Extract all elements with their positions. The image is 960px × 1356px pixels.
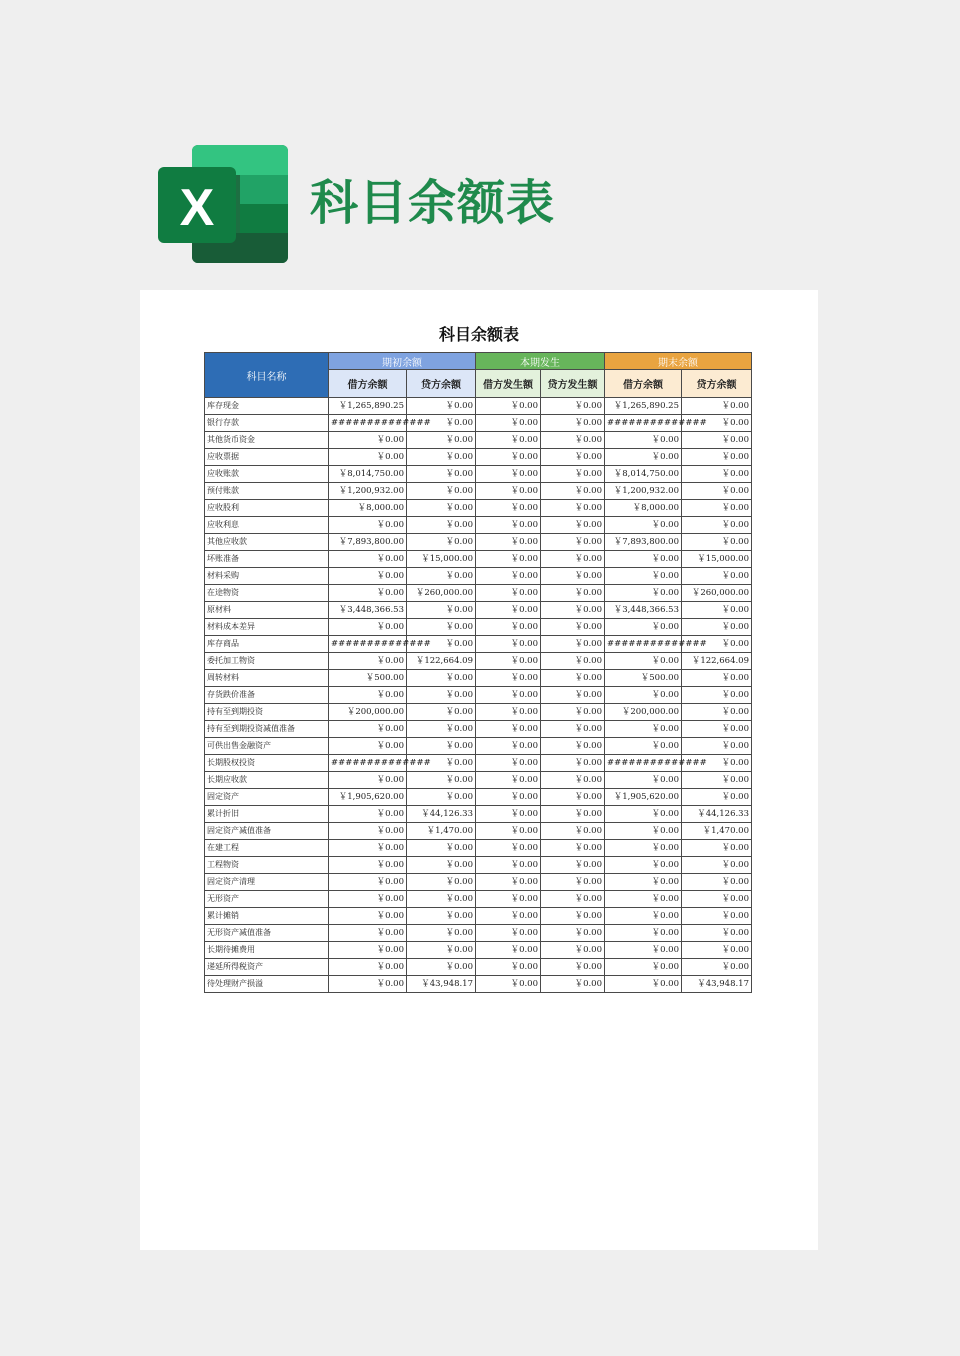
closing-debit-cell: ￥1,200,932.00 — [605, 483, 682, 500]
period-credit-cell: ￥0.00 — [541, 942, 605, 959]
closing-credit-cell: ￥0.00 — [682, 517, 752, 534]
period-debit-cell: ￥0.00 — [476, 721, 541, 738]
closing-credit-cell: ￥0.00 — [682, 432, 752, 449]
opening-credit-cell: ￥0.00 — [407, 466, 476, 483]
opening-debit-cell: ############## — [329, 636, 407, 653]
closing-debit-cell: ￥0.00 — [605, 840, 682, 857]
account-name-cell: 无形资产减值准备 — [205, 925, 329, 942]
table-row — [205, 976, 752, 993]
opening-credit-cell: ￥0.00 — [407, 942, 476, 959]
period-credit-cell: ￥0.00 — [541, 636, 605, 653]
period-debit-cell: ￥0.00 — [476, 908, 541, 925]
opening-debit-cell: ￥0.00 — [329, 959, 407, 976]
period-credit-cell: ￥0.00 — [541, 415, 605, 432]
period-credit-cell: ￥0.00 — [541, 772, 605, 789]
excel-logo-letter: X — [179, 179, 215, 237]
account-name-cell: 应收利息 — [205, 517, 329, 534]
table-row — [205, 755, 752, 772]
opening-credit-cell: ￥0.00 — [407, 602, 476, 619]
closing-credit-cell: ￥0.00 — [682, 755, 752, 772]
period-debit-cell: ￥0.00 — [476, 653, 541, 670]
table-row — [205, 568, 752, 585]
period-debit-cell: ￥0.00 — [476, 857, 541, 874]
period-credit-cell: ￥0.00 — [541, 534, 605, 551]
opening-debit-cell: ￥0.00 — [329, 568, 407, 585]
opening-debit-cell: ￥0.00 — [329, 772, 407, 789]
opening-debit-cell: ￥0.00 — [329, 857, 407, 874]
opening-debit-cell: ￥0.00 — [329, 517, 407, 534]
closing-debit-cell: ￥8,014,750.00 — [605, 466, 682, 483]
period-debit-cell: ￥0.00 — [476, 585, 541, 602]
closing-credit-cell: ￥0.00 — [682, 925, 752, 942]
account-name-cell: 材料成本差异 — [205, 619, 329, 636]
period-debit-cell: ￥0.00 — [476, 466, 541, 483]
period-debit-cell: ￥0.00 — [476, 704, 541, 721]
account-name-cell: 存货跌价准备 — [205, 687, 329, 704]
opening-debit-cell: ￥8,014,750.00 — [329, 466, 407, 483]
account-name-cell: 无形资产 — [205, 891, 329, 908]
opening-credit-cell: ￥0.00 — [407, 619, 476, 636]
opening-credit-cell: ￥0.00 — [407, 517, 476, 534]
table-row — [205, 908, 752, 925]
header-opening-debit: 借方余额 — [329, 370, 407, 398]
period-debit-cell: ￥0.00 — [476, 687, 541, 704]
header-opening-credit: 贷方余额 — [407, 370, 476, 398]
account-name-cell: 长期待摊费用 — [205, 942, 329, 959]
period-debit-cell: ￥0.00 — [476, 959, 541, 976]
closing-debit-cell: ￥0.00 — [605, 823, 682, 840]
excel-logo-icon — [158, 145, 290, 263]
opening-credit-cell: ￥122,664.09 — [407, 653, 476, 670]
table-row — [205, 415, 752, 432]
closing-debit-cell: ￥0.00 — [605, 772, 682, 789]
opening-credit-cell: ￥0.00 — [407, 755, 476, 772]
opening-credit-cell: ￥0.00 — [407, 959, 476, 976]
period-debit-cell: ￥0.00 — [476, 602, 541, 619]
opening-credit-cell: ￥44,126.33 — [407, 806, 476, 823]
opening-credit-cell: ￥0.00 — [407, 840, 476, 857]
opening-debit-cell: ￥0.00 — [329, 976, 407, 993]
header-group-closing: 期末余额 — [605, 353, 752, 370]
period-debit-cell: ￥0.00 — [476, 874, 541, 891]
table-row — [205, 534, 752, 551]
opening-credit-cell: ￥0.00 — [407, 704, 476, 721]
closing-credit-cell: ￥0.00 — [682, 942, 752, 959]
table-row — [205, 721, 752, 738]
header-group-opening: 期初余额 — [329, 353, 476, 370]
opening-debit-cell: ￥0.00 — [329, 585, 407, 602]
opening-credit-cell: ￥0.00 — [407, 534, 476, 551]
closing-debit-cell: ￥1,905,620.00 — [605, 789, 682, 806]
opening-credit-cell: ￥0.00 — [407, 721, 476, 738]
period-credit-cell: ￥0.00 — [541, 840, 605, 857]
table-row — [205, 959, 752, 976]
opening-debit-cell: ￥0.00 — [329, 738, 407, 755]
account-name-cell: 预付账款 — [205, 483, 329, 500]
closing-credit-cell: ￥0.00 — [682, 891, 752, 908]
account-name-cell: 固定资产 — [205, 789, 329, 806]
period-debit-cell: ￥0.00 — [476, 551, 541, 568]
closing-debit-cell: ￥0.00 — [605, 653, 682, 670]
period-debit-cell: ￥0.00 — [476, 619, 541, 636]
closing-debit-cell: ￥0.00 — [605, 857, 682, 874]
header-period-credit: 贷方发生额 — [541, 370, 605, 398]
table-row — [205, 806, 752, 823]
opening-credit-cell: ￥0.00 — [407, 772, 476, 789]
closing-credit-cell: ￥0.00 — [682, 704, 752, 721]
period-debit-cell: ￥0.00 — [476, 415, 541, 432]
account-name-cell: 原材料 — [205, 602, 329, 619]
closing-credit-cell: ￥0.00 — [682, 415, 752, 432]
opening-credit-cell: ￥0.00 — [407, 670, 476, 687]
table-row — [205, 619, 752, 636]
table-row — [205, 942, 752, 959]
balance-table — [204, 352, 752, 993]
opening-debit-cell: ￥0.00 — [329, 449, 407, 466]
opening-credit-cell: ￥0.00 — [407, 483, 476, 500]
period-credit-cell: ￥0.00 — [541, 755, 605, 772]
account-name-cell: 银行存款 — [205, 415, 329, 432]
account-name-cell: 在建工程 — [205, 840, 329, 857]
table-row — [205, 517, 752, 534]
period-debit-cell: ￥0.00 — [476, 891, 541, 908]
opening-credit-cell: ￥0.00 — [407, 908, 476, 925]
period-debit-cell: ￥0.00 — [476, 534, 541, 551]
period-debit-cell: ￥0.00 — [476, 568, 541, 585]
period-debit-cell: ￥0.00 — [476, 449, 541, 466]
period-debit-cell: ￥0.00 — [476, 517, 541, 534]
closing-credit-cell: ￥0.00 — [682, 534, 752, 551]
closing-debit-cell: ￥0.00 — [605, 908, 682, 925]
closing-credit-cell: ￥0.00 — [682, 908, 752, 925]
closing-credit-cell: ￥0.00 — [682, 500, 752, 517]
opening-credit-cell: ￥1,470.00 — [407, 823, 476, 840]
opening-credit-cell: ￥0.00 — [407, 500, 476, 517]
closing-debit-cell: ￥0.00 — [605, 874, 682, 891]
table-row — [205, 823, 752, 840]
period-credit-cell: ￥0.00 — [541, 449, 605, 466]
period-credit-cell: ￥0.00 — [541, 653, 605, 670]
account-name-cell: 坏账准备 — [205, 551, 329, 568]
account-name-cell: 长期股权投资 — [205, 755, 329, 772]
closing-debit-cell: ############## — [605, 636, 682, 653]
account-name-cell: 库存商品 — [205, 636, 329, 653]
opening-debit-cell: ￥0.00 — [329, 908, 407, 925]
period-debit-cell: ￥0.00 — [476, 755, 541, 772]
closing-credit-cell: ￥0.00 — [682, 670, 752, 687]
period-debit-cell: ￥0.00 — [476, 432, 541, 449]
closing-debit-cell: ############## — [605, 755, 682, 772]
closing-credit-cell: ￥0.00 — [682, 959, 752, 976]
closing-credit-cell: ￥0.00 — [682, 602, 752, 619]
table-row — [205, 670, 752, 687]
opening-debit-cell: ￥0.00 — [329, 823, 407, 840]
closing-credit-cell: ￥0.00 — [682, 738, 752, 755]
closing-debit-cell: ￥0.00 — [605, 449, 682, 466]
period-credit-cell: ￥0.00 — [541, 721, 605, 738]
opening-credit-cell: ￥0.00 — [407, 891, 476, 908]
opening-debit-cell: ￥0.00 — [329, 721, 407, 738]
closing-credit-cell: ￥44,126.33 — [682, 806, 752, 823]
opening-debit-cell: ￥0.00 — [329, 874, 407, 891]
period-credit-cell: ￥0.00 — [541, 670, 605, 687]
table-row — [205, 636, 752, 653]
account-name-cell: 库存现金 — [205, 398, 329, 415]
account-name-cell: 其他应收款 — [205, 534, 329, 551]
table-row — [205, 857, 752, 874]
closing-credit-cell: ￥122,664.09 — [682, 653, 752, 670]
period-credit-cell: ￥0.00 — [541, 568, 605, 585]
closing-credit-cell: ￥0.00 — [682, 568, 752, 585]
opening-credit-cell: ￥0.00 — [407, 398, 476, 415]
account-name-cell: 委托加工物资 — [205, 653, 329, 670]
opening-credit-cell: ￥0.00 — [407, 687, 476, 704]
opening-debit-cell: ￥200,000.00 — [329, 704, 407, 721]
header-account-name: 科目名称 — [205, 353, 329, 398]
opening-credit-cell: ￥15,000.00 — [407, 551, 476, 568]
account-name-cell: 待处理财产损溢 — [205, 976, 329, 993]
opening-debit-cell: ￥0.00 — [329, 619, 407, 636]
opening-debit-cell: ￥500.00 — [329, 670, 407, 687]
account-name-cell: 在途物资 — [205, 585, 329, 602]
closing-debit-cell: ￥0.00 — [605, 619, 682, 636]
account-name-cell: 材料采购 — [205, 568, 329, 585]
account-name-cell: 长期应收款 — [205, 772, 329, 789]
closing-debit-cell: ￥0.00 — [605, 925, 682, 942]
closing-debit-cell: ￥500.00 — [605, 670, 682, 687]
table-row — [205, 500, 752, 517]
opening-credit-cell: ￥0.00 — [407, 857, 476, 874]
account-name-cell: 周转材料 — [205, 670, 329, 687]
closing-debit-cell: ￥0.00 — [605, 891, 682, 908]
account-name-cell: 持有至到期投资减值准备 — [205, 721, 329, 738]
opening-credit-cell: ￥260,000.00 — [407, 585, 476, 602]
table-row — [205, 840, 752, 857]
closing-credit-cell: ￥260,000.00 — [682, 585, 752, 602]
period-credit-cell: ￥0.00 — [541, 925, 605, 942]
period-credit-cell: ￥0.00 — [541, 789, 605, 806]
opening-debit-cell: ￥0.00 — [329, 891, 407, 908]
closing-debit-cell: ￥1,265,890.25 — [605, 398, 682, 415]
account-name-cell: 递延所得税资产 — [205, 959, 329, 976]
opening-credit-cell: ￥43,948.17 — [407, 976, 476, 993]
closing-credit-cell: ￥0.00 — [682, 857, 752, 874]
period-debit-cell: ￥0.00 — [476, 976, 541, 993]
closing-debit-cell: ￥3,448,366.53 — [605, 602, 682, 619]
opening-debit-cell: ￥0.00 — [329, 687, 407, 704]
period-credit-cell: ￥0.00 — [541, 857, 605, 874]
table-row — [205, 449, 752, 466]
period-credit-cell: ￥0.00 — [541, 908, 605, 925]
period-credit-cell: ￥0.00 — [541, 976, 605, 993]
table-row — [205, 789, 752, 806]
closing-debit-cell: ￥200,000.00 — [605, 704, 682, 721]
period-credit-cell: ￥0.00 — [541, 619, 605, 636]
closing-credit-cell: ￥0.00 — [682, 772, 752, 789]
closing-debit-cell: ￥0.00 — [605, 517, 682, 534]
period-credit-cell: ￥0.00 — [541, 959, 605, 976]
closing-credit-cell: ￥15,000.00 — [682, 551, 752, 568]
closing-credit-cell: ￥0.00 — [682, 466, 752, 483]
closing-debit-cell: ￥0.00 — [605, 432, 682, 449]
period-credit-cell: ￥0.00 — [541, 432, 605, 449]
opening-credit-cell: ￥0.00 — [407, 925, 476, 942]
table-row — [205, 483, 752, 500]
period-credit-cell: ￥0.00 — [541, 483, 605, 500]
opening-debit-cell: ￥1,200,932.00 — [329, 483, 407, 500]
opening-debit-cell: ￥0.00 — [329, 432, 407, 449]
period-debit-cell: ￥0.00 — [476, 942, 541, 959]
closing-debit-cell: ￥0.00 — [605, 738, 682, 755]
account-name-cell: 固定资产清理 — [205, 874, 329, 891]
table-row — [205, 687, 752, 704]
opening-credit-cell: ￥0.00 — [407, 432, 476, 449]
account-name-cell: 累计摊销 — [205, 908, 329, 925]
spreadsheet-sheet — [140, 290, 818, 1250]
header-closing-debit: 借方余额 — [605, 370, 682, 398]
period-credit-cell: ￥0.00 — [541, 806, 605, 823]
closing-debit-cell: ￥0.00 — [605, 959, 682, 976]
closing-credit-cell: ￥1,470.00 — [682, 823, 752, 840]
period-credit-cell: ￥0.00 — [541, 823, 605, 840]
table-row — [205, 398, 752, 415]
period-credit-cell: ￥0.00 — [541, 551, 605, 568]
table-row — [205, 772, 752, 789]
closing-credit-cell: ￥0.00 — [682, 840, 752, 857]
period-debit-cell: ￥0.00 — [476, 500, 541, 517]
header-group-period: 本期发生 — [476, 353, 605, 370]
table-row — [205, 738, 752, 755]
period-debit-cell: ￥0.00 — [476, 670, 541, 687]
table-row — [205, 891, 752, 908]
account-name-cell: 持有至到期投资 — [205, 704, 329, 721]
period-debit-cell: ￥0.00 — [476, 772, 541, 789]
closing-credit-cell: ￥43,948.17 — [682, 976, 752, 993]
opening-debit-cell: ￥0.00 — [329, 840, 407, 857]
opening-credit-cell: ￥0.00 — [407, 636, 476, 653]
closing-debit-cell: ￥0.00 — [605, 585, 682, 602]
closing-credit-cell: ￥0.00 — [682, 449, 752, 466]
opening-debit-cell: ￥3,448,366.53 — [329, 602, 407, 619]
closing-credit-cell: ￥0.00 — [682, 483, 752, 500]
closing-credit-cell: ￥0.00 — [682, 687, 752, 704]
opening-credit-cell: ￥0.00 — [407, 874, 476, 891]
period-debit-cell: ￥0.00 — [476, 398, 541, 415]
table-row — [205, 585, 752, 602]
account-name-cell: 固定资产减值准备 — [205, 823, 329, 840]
period-debit-cell: ￥0.00 — [476, 636, 541, 653]
period-debit-cell: ￥0.00 — [476, 823, 541, 840]
account-name-cell: 应收股利 — [205, 500, 329, 517]
table-row — [205, 551, 752, 568]
table-row — [205, 653, 752, 670]
period-credit-cell: ￥0.00 — [541, 738, 605, 755]
account-name-cell: 累计折旧 — [205, 806, 329, 823]
table-row — [205, 432, 752, 449]
closing-debit-cell: ￥0.00 — [605, 806, 682, 823]
period-credit-cell: ￥0.00 — [541, 466, 605, 483]
account-name-cell: 工程物资 — [205, 857, 329, 874]
opening-debit-cell: ############## — [329, 755, 407, 772]
closing-credit-cell: ￥0.00 — [682, 398, 752, 415]
closing-debit-cell: ￥0.00 — [605, 687, 682, 704]
header-closing-credit: 贷方余额 — [682, 370, 752, 398]
closing-credit-cell: ￥0.00 — [682, 789, 752, 806]
closing-debit-cell: ############## — [605, 415, 682, 432]
period-credit-cell: ￥0.00 — [541, 585, 605, 602]
opening-debit-cell: ￥0.00 — [329, 806, 407, 823]
period-credit-cell: ￥0.00 — [541, 687, 605, 704]
opening-debit-cell: ￥7,893,800.00 — [329, 534, 407, 551]
opening-credit-cell: ￥0.00 — [407, 449, 476, 466]
opening-credit-cell: ￥0.00 — [407, 415, 476, 432]
table-row — [205, 466, 752, 483]
period-debit-cell: ￥0.00 — [476, 840, 541, 857]
sheet-title: 科目余额表 — [438, 325, 519, 344]
opening-debit-cell: ￥0.00 — [329, 925, 407, 942]
closing-debit-cell: ￥0.00 — [605, 721, 682, 738]
closing-debit-cell: ￥8,000.00 — [605, 500, 682, 517]
period-credit-cell: ￥0.00 — [541, 874, 605, 891]
opening-debit-cell: ￥1,265,890.25 — [329, 398, 407, 415]
closing-debit-cell: ￥0.00 — [605, 551, 682, 568]
opening-debit-cell: ############## — [329, 415, 407, 432]
opening-credit-cell: ￥0.00 — [407, 568, 476, 585]
closing-credit-cell: ￥0.00 — [682, 721, 752, 738]
closing-credit-cell: ￥0.00 — [682, 636, 752, 653]
opening-credit-cell: ￥0.00 — [407, 789, 476, 806]
period-credit-cell: ￥0.00 — [541, 602, 605, 619]
closing-debit-cell: ￥0.00 — [605, 976, 682, 993]
account-name-cell: 应收账款 — [205, 466, 329, 483]
period-debit-cell: ￥0.00 — [476, 738, 541, 755]
closing-credit-cell: ￥0.00 — [682, 874, 752, 891]
account-name-cell: 应收票据 — [205, 449, 329, 466]
period-credit-cell: ￥0.00 — [541, 517, 605, 534]
closing-debit-cell: ￥0.00 — [605, 942, 682, 959]
account-name-cell: 其他货币资金 — [205, 432, 329, 449]
period-credit-cell: ￥0.00 — [541, 891, 605, 908]
header-period-debit: 借方发生额 — [476, 370, 541, 398]
opening-debit-cell: ￥0.00 — [329, 551, 407, 568]
period-debit-cell: ￥0.00 — [476, 925, 541, 942]
table-row — [205, 602, 752, 619]
closing-credit-cell: ￥0.00 — [682, 619, 752, 636]
period-debit-cell: ￥0.00 — [476, 789, 541, 806]
period-credit-cell: ￥0.00 — [541, 398, 605, 415]
period-debit-cell: ￥0.00 — [476, 806, 541, 823]
page-heading: 科目余额表 — [310, 175, 556, 231]
table-row — [205, 925, 752, 942]
period-debit-cell: ￥0.00 — [476, 483, 541, 500]
opening-debit-cell: ￥0.00 — [329, 653, 407, 670]
table-row — [205, 704, 752, 721]
account-name-cell: 可供出售金融资产 — [205, 738, 329, 755]
opening-credit-cell: ￥0.00 — [407, 738, 476, 755]
closing-debit-cell: ￥0.00 — [605, 568, 682, 585]
opening-debit-cell: ￥0.00 — [329, 942, 407, 959]
table-row — [205, 874, 752, 891]
closing-debit-cell: ￥7,893,800.00 — [605, 534, 682, 551]
opening-debit-cell: ￥1,905,620.00 — [329, 789, 407, 806]
opening-debit-cell: ￥8,000.00 — [329, 500, 407, 517]
period-credit-cell: ￥0.00 — [541, 500, 605, 517]
period-credit-cell: ￥0.00 — [541, 704, 605, 721]
